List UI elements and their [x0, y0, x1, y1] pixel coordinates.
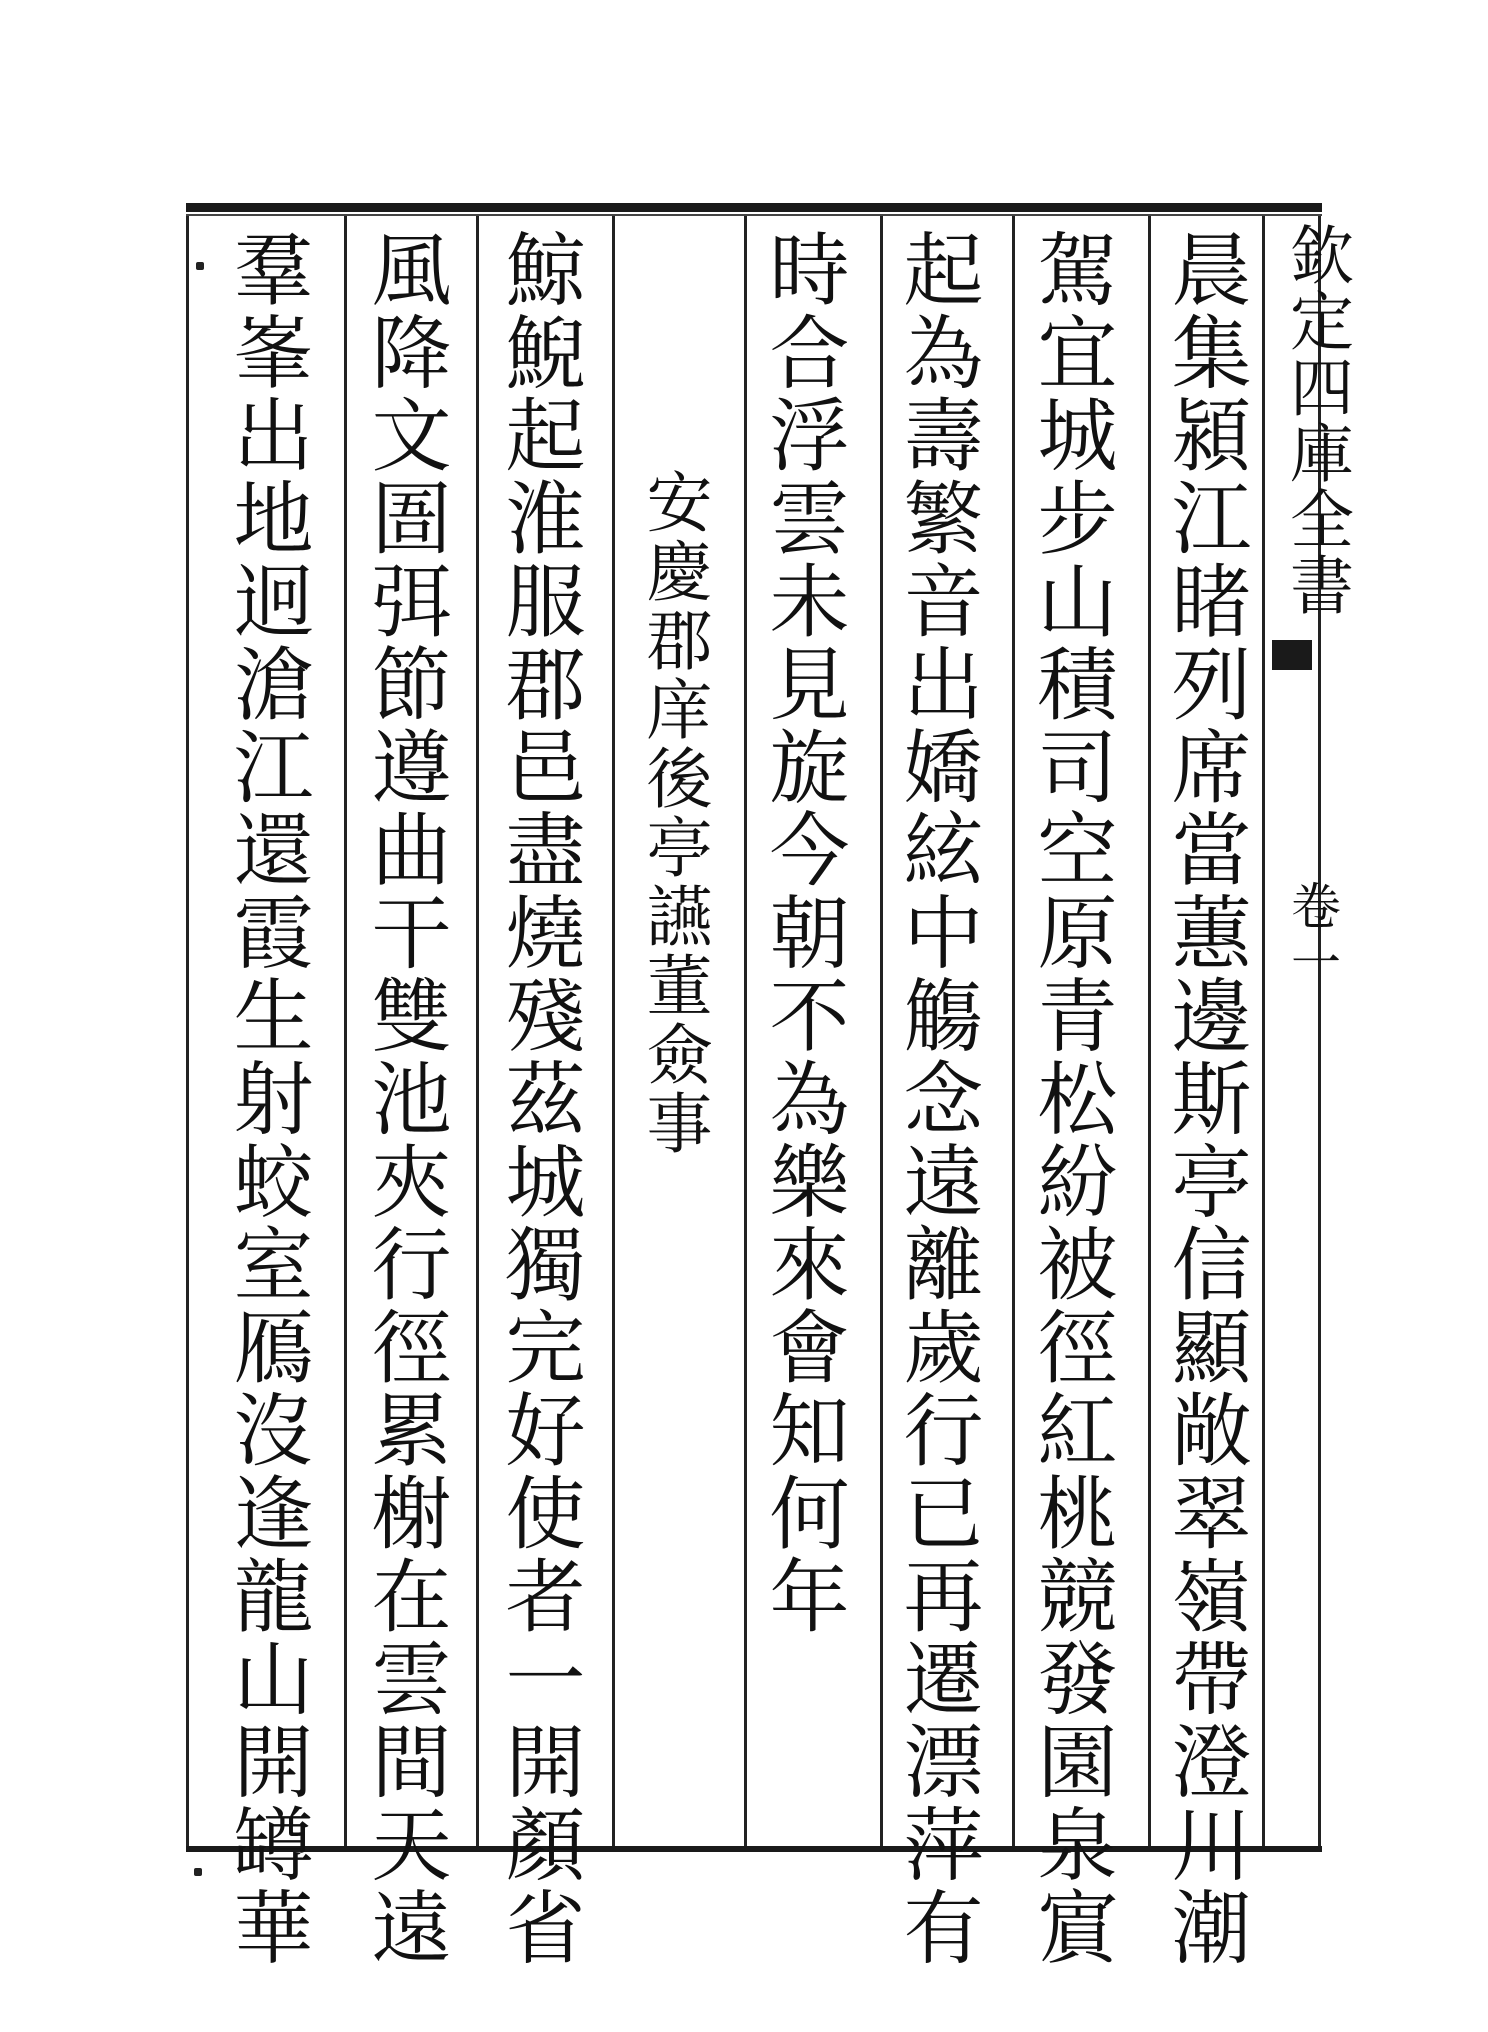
- column-rule: [476, 216, 479, 1846]
- poem-title-column: 安慶郡庠後亭讌董僉事: [635, 468, 712, 1158]
- text-column-7: 風降文圄弭節遵曲干雙池夾行徑累榭在雲間天遠: [358, 228, 451, 1969]
- column-rule: [344, 216, 347, 1846]
- column-rule: [612, 216, 615, 1846]
- text-column-8: 羣峯出地迥滄江還霞生射蛟室鴈沒逢龍山開罇華: [220, 228, 313, 1969]
- ink-speck: [196, 262, 204, 270]
- margin-fishtail-mark: [1272, 640, 1312, 670]
- margin-volume-number: 卷一: [1283, 880, 1341, 992]
- text-column-1: 晨集潁江睹列席當蕙邊斯亭信顯敞翠嶺帶澄川潮: [1158, 228, 1251, 1969]
- column-rule: [880, 216, 883, 1846]
- ink-speck: [194, 1868, 202, 1876]
- top-border: [186, 203, 1322, 212]
- column-rule: [1262, 216, 1265, 1846]
- text-column-6: 鯨鯢起淮服郡邑盡燒殘茲城獨完好使者一開顏省: [492, 228, 585, 1969]
- column-rule: [186, 216, 189, 1846]
- margin-book-title: 欽定四庫全書: [1279, 222, 1353, 618]
- bottom-border: [186, 1846, 1322, 1852]
- text-column-3: 起為壽繁音出嬌絃中觴念遠離歲行已再遷漂萍有: [890, 228, 983, 1969]
- text-column-4: 時合浮雲未見旋今朝不為樂來會知何年: [756, 228, 849, 1638]
- top-border-inner: [186, 214, 1322, 216]
- text-column-2: 駕宜城步山積司空原青松紛被徑紅桃競發園泉賔: [1024, 228, 1117, 1969]
- column-rule: [1012, 216, 1015, 1846]
- column-rule: [744, 216, 747, 1846]
- column-rule: [1148, 216, 1151, 1846]
